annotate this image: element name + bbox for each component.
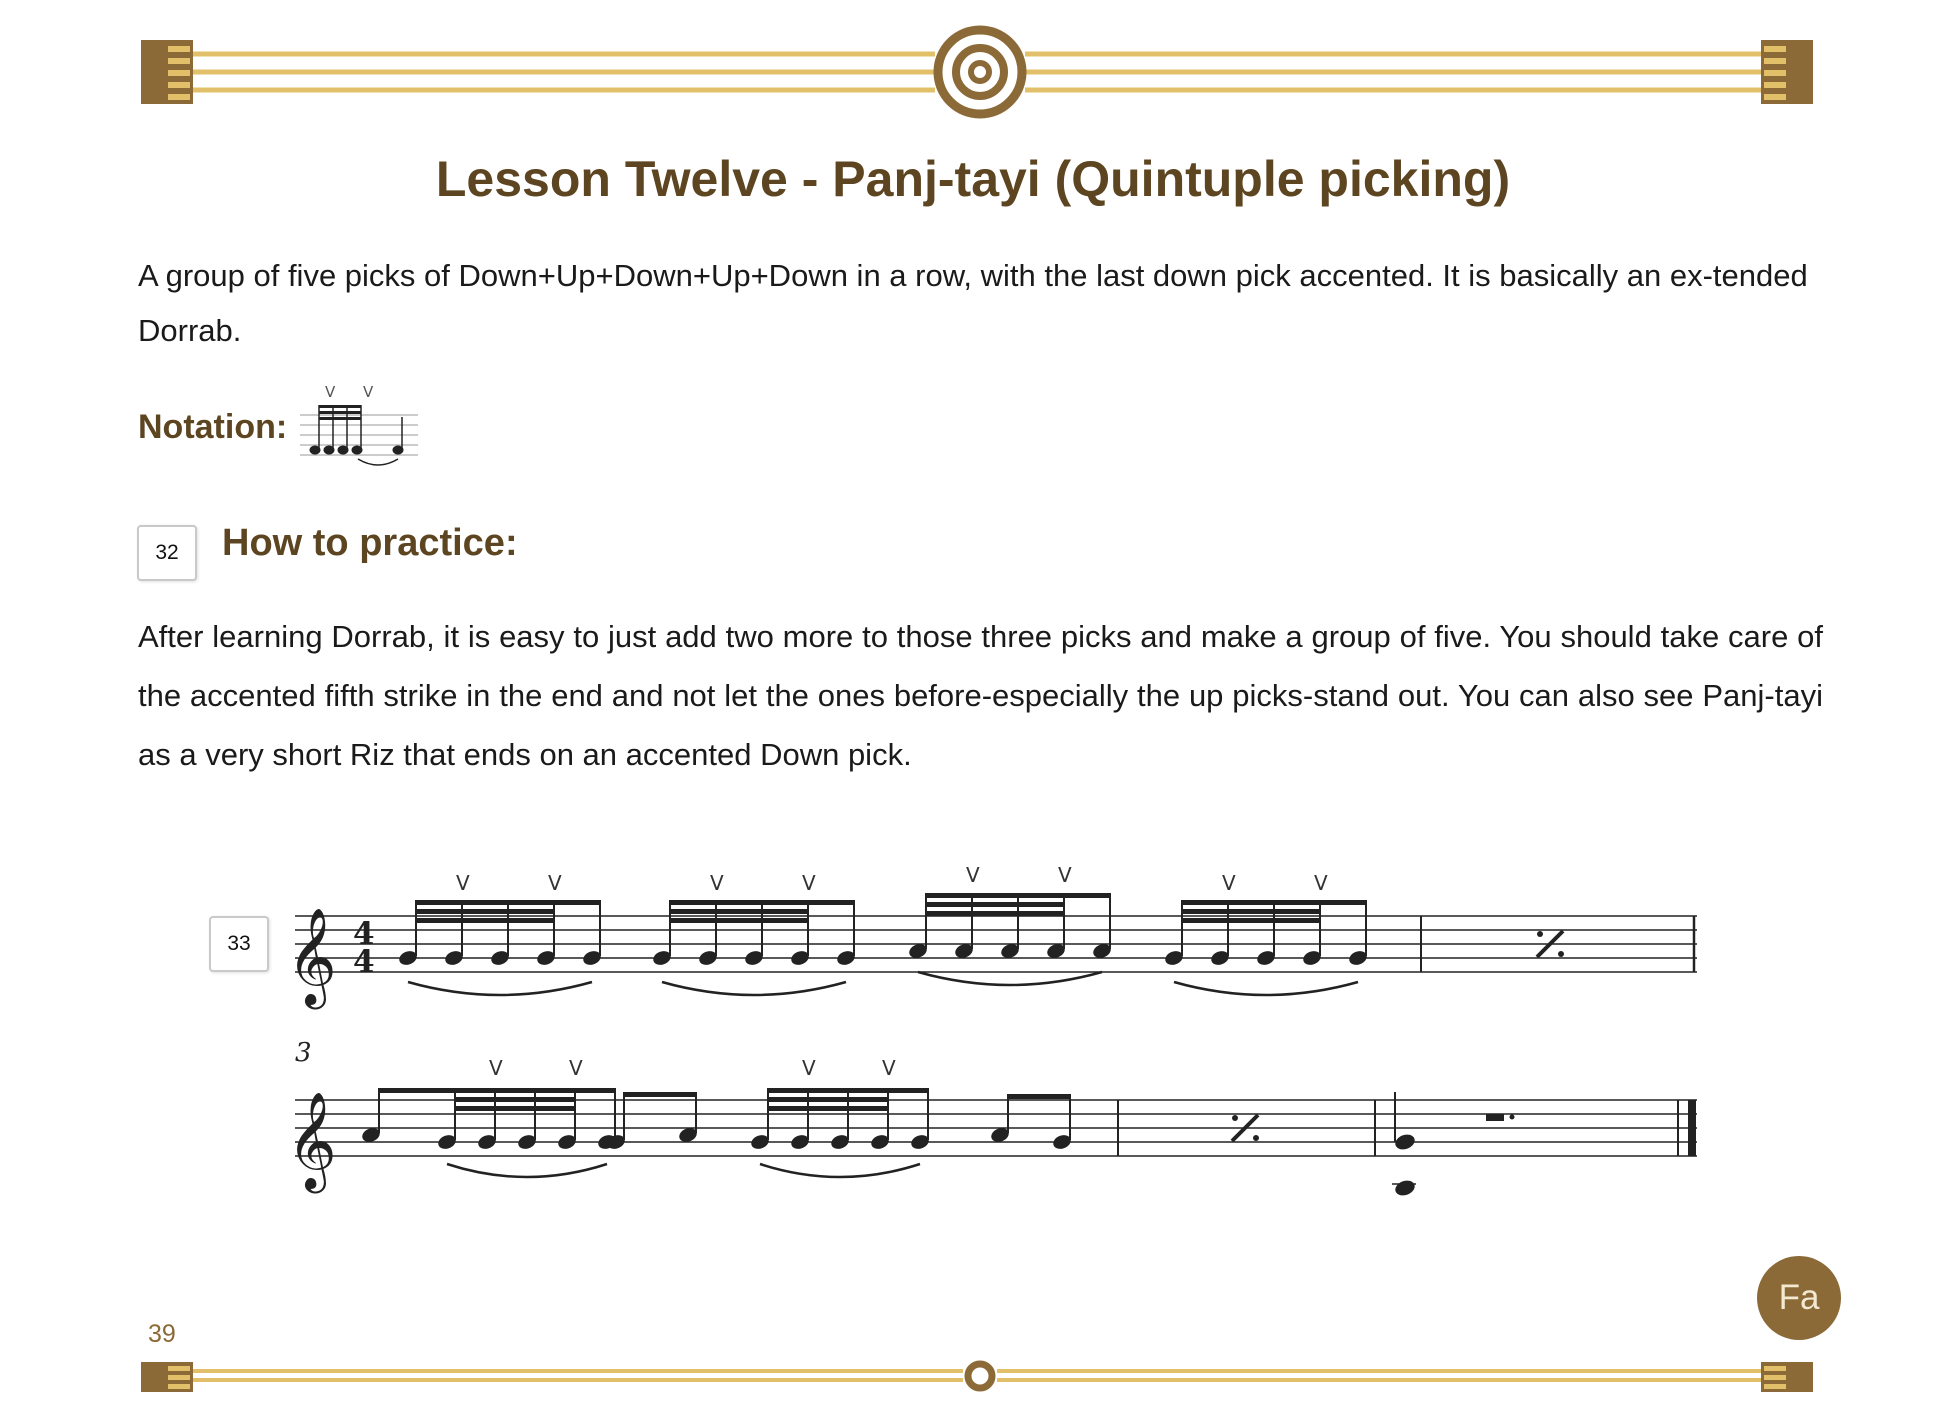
upbow-mark: V: [456, 871, 470, 895]
beam: [455, 1106, 575, 1111]
upbow-mark: V: [1314, 871, 1328, 895]
page-number: 39: [148, 1320, 176, 1348]
treble-clef-icon: 𝄞: [287, 907, 337, 1005]
treble-clef-icon: 𝄞: [287, 1091, 337, 1189]
beam: [455, 1088, 615, 1093]
how-to-practice-heading: How to practice:: [222, 522, 518, 564]
slur: [760, 1164, 920, 1177]
note-group: [436, 1056, 617, 1177]
upbow-mark: V: [1222, 871, 1236, 895]
beam: [768, 1097, 888, 1102]
beam: [455, 1097, 575, 1102]
bottom-center-medallion-icon: [968, 1364, 992, 1388]
beam: [670, 918, 808, 923]
beam: [1182, 918, 1320, 923]
beam: [624, 1092, 696, 1097]
bottom-border-ornament: [0, 1340, 1946, 1400]
notation-upbow-2: V: [363, 383, 374, 401]
time-signature-top: 4: [353, 916, 375, 952]
upbow-mark: V: [710, 871, 724, 895]
note-group: [397, 871, 602, 995]
language-badge-button[interactable]: Fa: [1757, 1256, 1841, 1340]
slur: [918, 972, 1102, 985]
audio-track-33-label: 33: [227, 932, 251, 955]
upbow-mark: V: [569, 1056, 583, 1080]
beam: [926, 911, 1064, 916]
bottom-right-endcap: [1761, 1362, 1813, 1392]
upbow-mark: V: [802, 871, 816, 895]
beam: [670, 900, 854, 905]
measure-number: 3: [295, 1038, 312, 1068]
note-group: [907, 863, 1112, 985]
practice-paragraph: After learning Dorrab, it is easy to just add two more to those three picks and make a group of five. You should take care of the accented fifth strike in the end and not let the ones before-especially the up picks-stand out. You can also see Panj-tayi as a very short Riz that ends on an accented Down pick.: [138, 619, 1823, 772]
note-group: [1163, 871, 1368, 995]
eighth-note: [360, 1088, 381, 1144]
upbow-mark: V: [882, 1056, 896, 1080]
upbow-mark: V: [802, 1056, 816, 1080]
time-signature-bottom: 4: [353, 944, 375, 980]
notation-upbow-1: V: [325, 383, 336, 401]
beam: [416, 909, 554, 914]
notation-label: Notation:: [138, 408, 288, 446]
beam: [768, 1106, 888, 1111]
beam: [416, 900, 600, 905]
slur: [662, 982, 846, 995]
beam: [416, 918, 554, 923]
upbow-mark: V: [489, 1056, 503, 1080]
beam: [926, 902, 1064, 907]
note-group: [749, 1056, 930, 1177]
final-barline-thick: [1688, 1100, 1696, 1156]
beam: [670, 909, 808, 914]
beam: [768, 1088, 928, 1093]
bottom-left-endcap: [141, 1362, 193, 1392]
bottom-gold-lines: [193, 1371, 1761, 1380]
slur: [447, 1164, 607, 1177]
slur: [1174, 982, 1358, 995]
upbow-mark: V: [1058, 863, 1072, 887]
slur: [408, 982, 592, 995]
eighth-note: [989, 1094, 1010, 1144]
beam: [1182, 909, 1320, 914]
intro-paragraph: A group of five picks of Down+Up+Down+Up+Down in a row, with the last down pick accented. It is basically an ex-tended Dorrab.: [138, 258, 1808, 348]
beam: [1008, 1094, 1070, 1099]
note-group: [651, 871, 856, 995]
final-measure: [1392, 1092, 1515, 1198]
beam: [926, 893, 1110, 898]
upbow-mark: V: [548, 871, 562, 895]
lesson-title: Lesson Twelve - Panj-tayi (Quintuple picking): [435, 151, 1511, 207]
beam: [379, 1088, 455, 1093]
upbow-mark: V: [966, 863, 980, 887]
eighth-note: [1051, 1094, 1072, 1151]
audio-track-32-label: 32: [155, 541, 179, 564]
beam: [1182, 900, 1366, 905]
staff-line-1: [295, 916, 1697, 972]
